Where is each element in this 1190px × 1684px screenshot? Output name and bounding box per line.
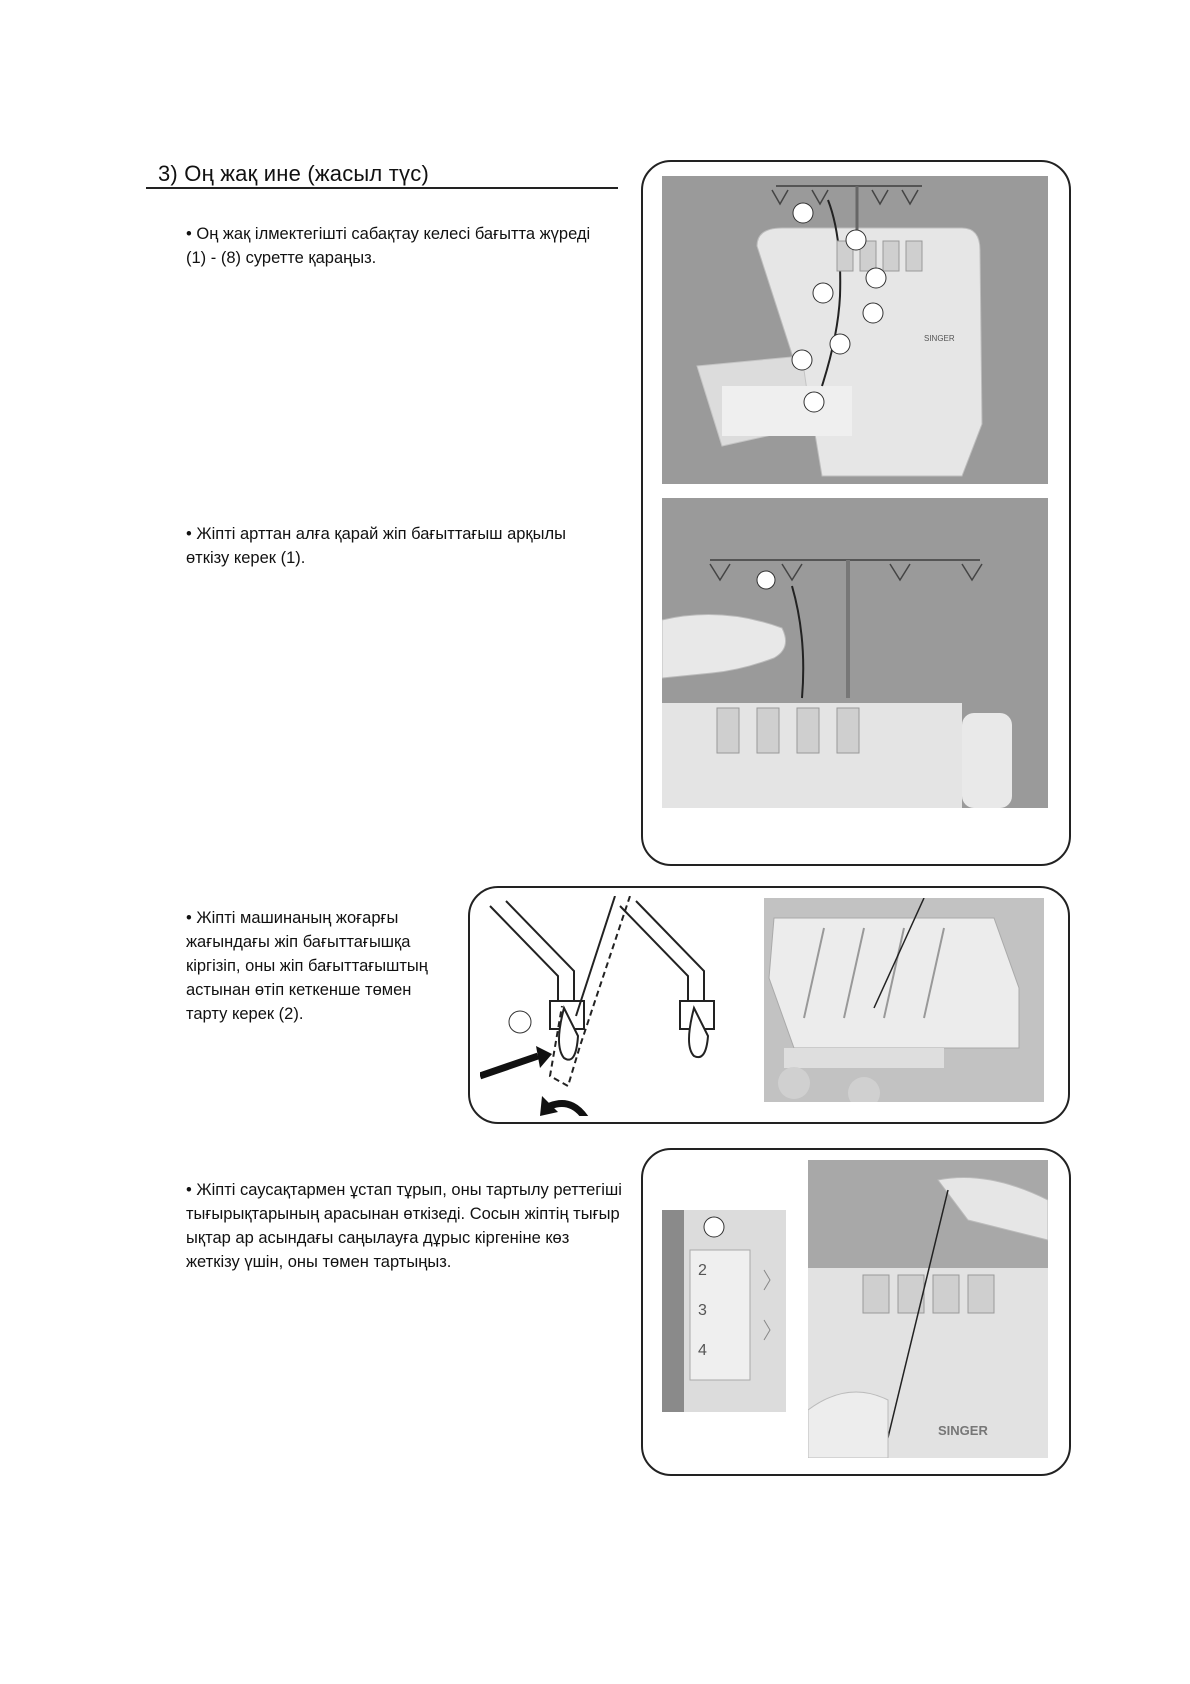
machine-brand-label: SINGER [924, 334, 955, 343]
dial-number-3: 3 [698, 1302, 707, 1319]
photo-thread-tension [808, 1160, 1048, 1458]
photo-threading-overview [662, 176, 1048, 484]
photo-tension-dial [662, 1210, 786, 1412]
dial-number-4: 4 [698, 1342, 707, 1359]
dial-number-2: 2 [698, 1262, 707, 1279]
step-2-text: • Жіпті арттан алға қарай жіп бағыттағыш арқылы өткізу керек (1). [186, 525, 566, 567]
step-4-text: • Жіпті саусақтармен ұстап тұрып, оны тартылу реттегіші тығырықтарының арасынан өткізеді. Сосын жіптің тығыр ықтар ар асындағы саңылауға дұрыс кіргеніне көз жеткізу үшін, оны төмен тартыңыз. [186, 1181, 622, 1271]
thread-guide-diagram [480, 896, 750, 1116]
photo-thread-guide-rear [662, 498, 1048, 808]
step-3-text: • Жіпті машинаның жоғарғы жағындағы жіп бағыттағышқа кіргізіп, оны жіп бағыттағыштың астынан өтіп кеткенше төмен тарту керек (2). [186, 909, 428, 1023]
machine-brand-label-2: SINGER [938, 1423, 988, 1438]
section-title: 3) Оң жақ ине (жасыл түс) [158, 161, 429, 186]
photo-top-thread-guide [764, 898, 1044, 1102]
title-underline [146, 187, 618, 189]
step-1-text: • Оң жақ ілмектегішті сабақтау келесі бағытта жүреді (1) - (8) суретте қараңыз. [186, 225, 591, 267]
